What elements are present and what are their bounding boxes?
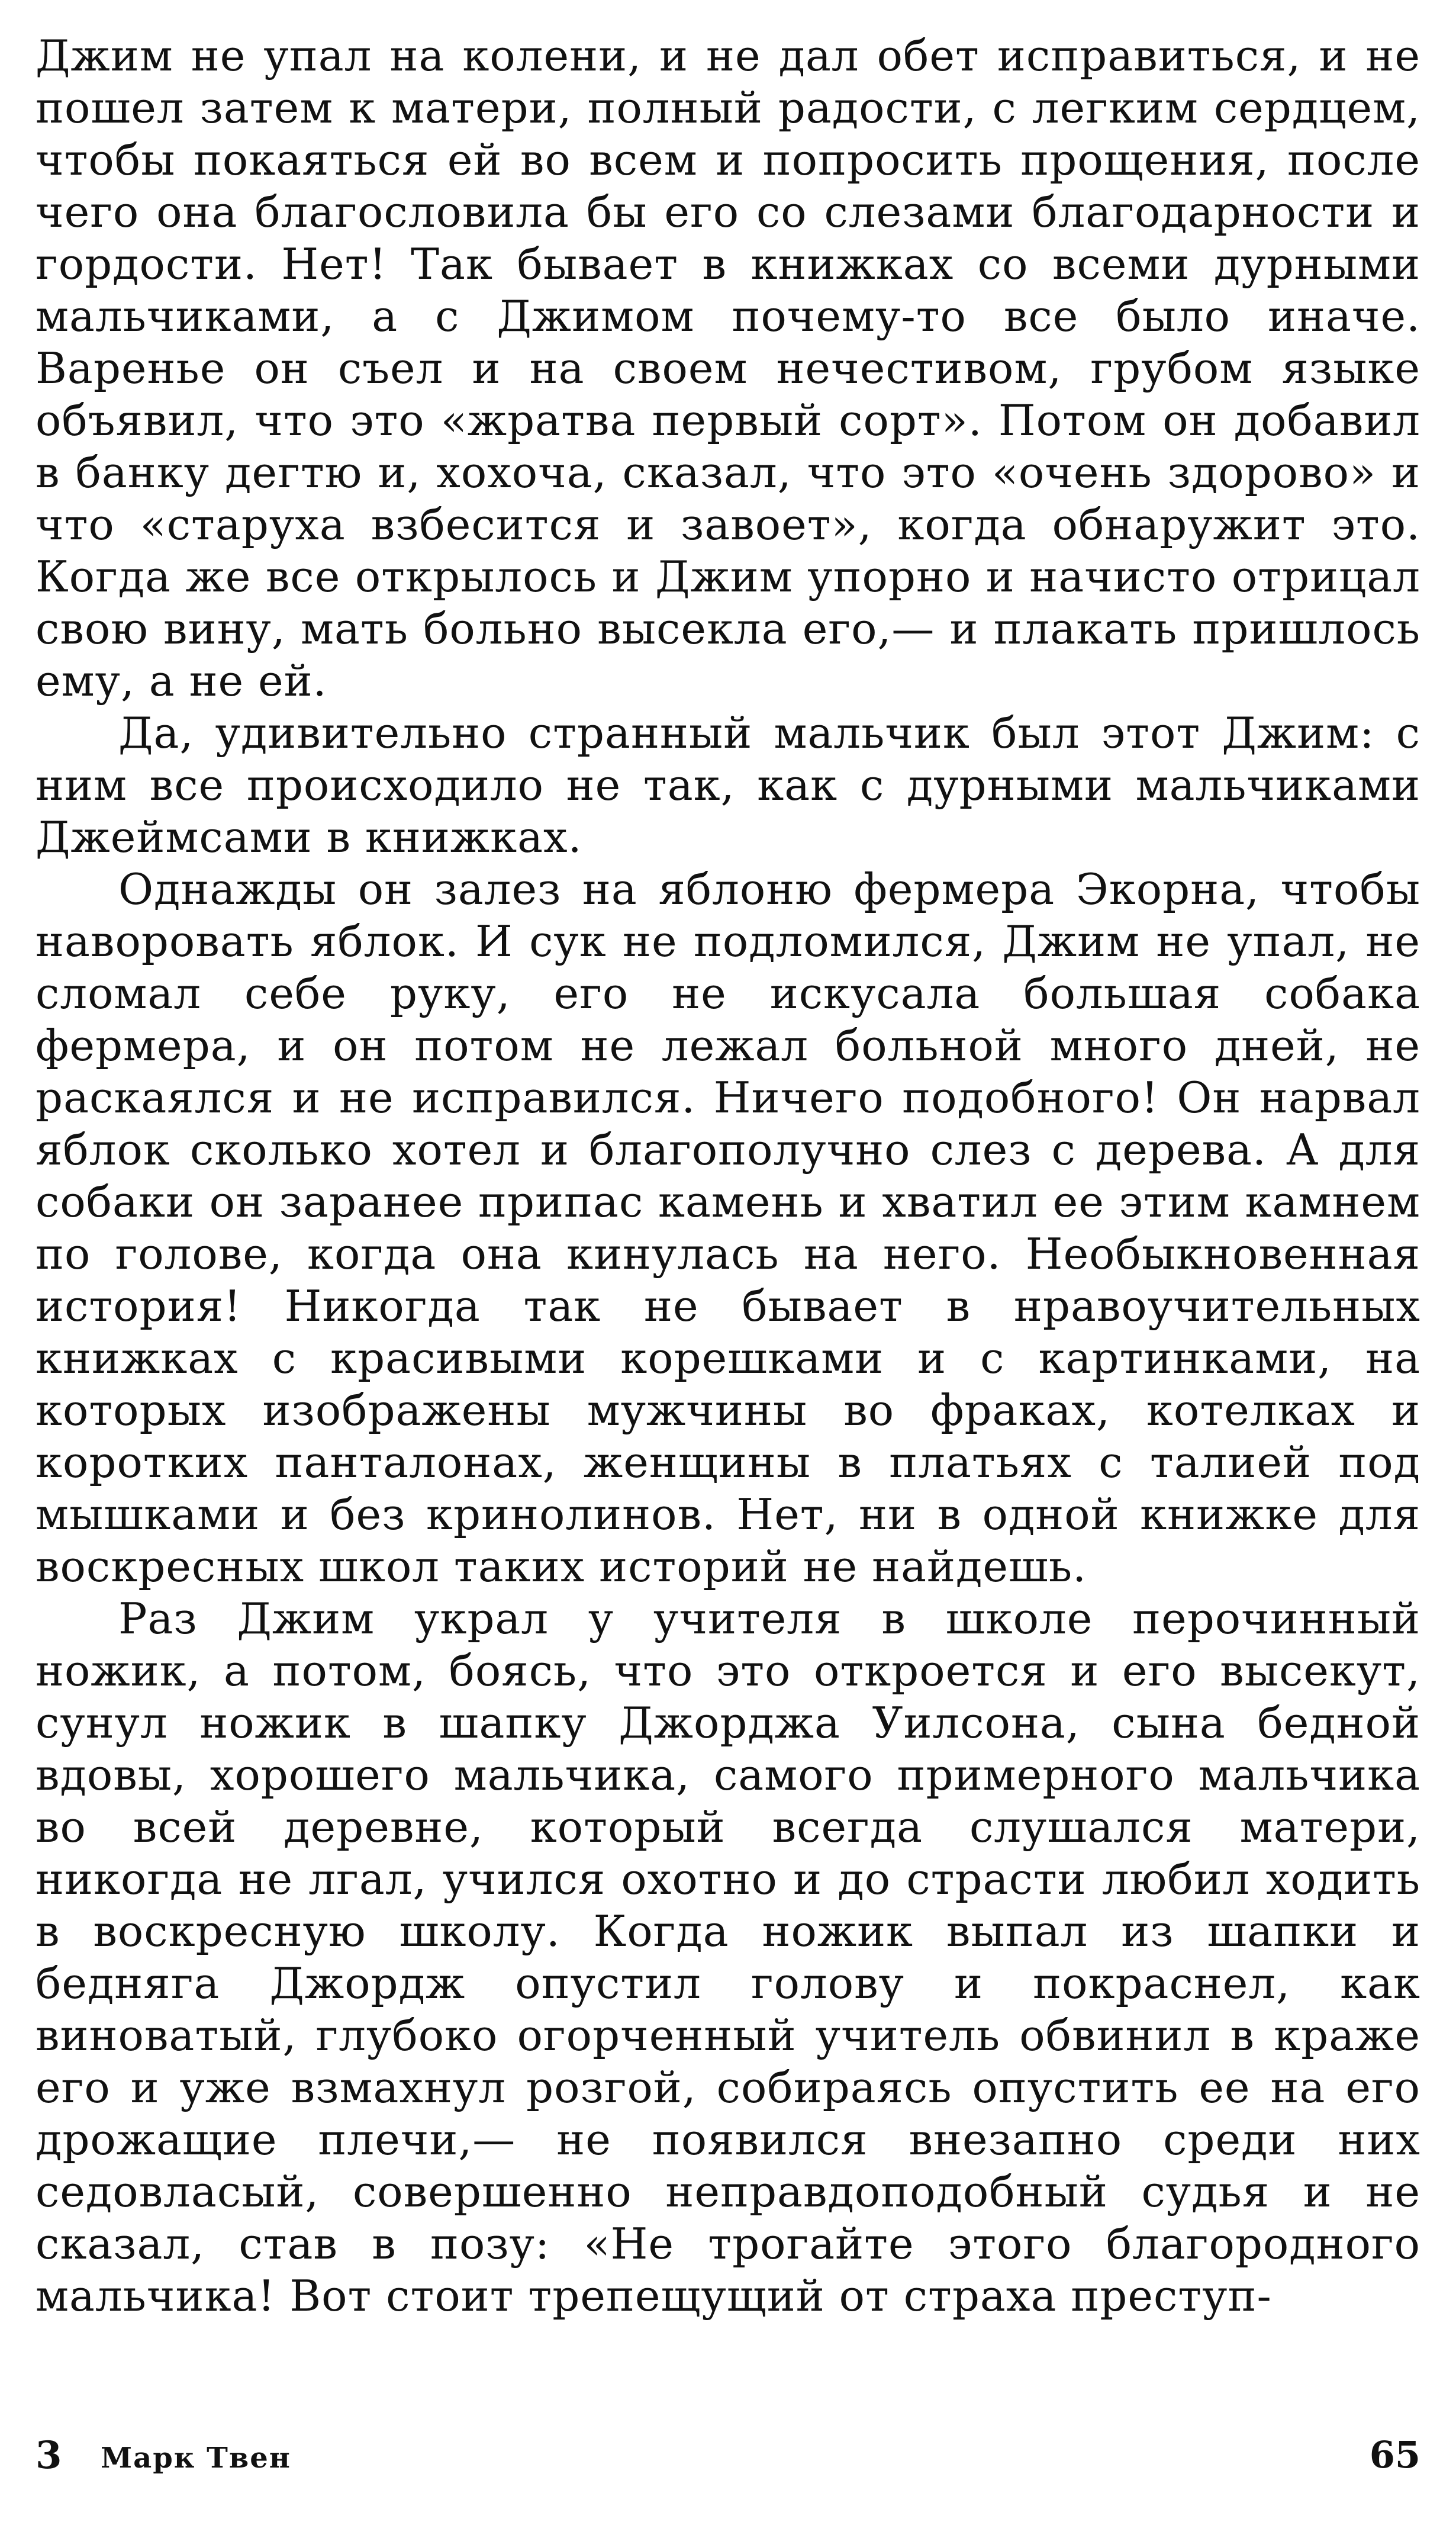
page-number: 65 [1369,2433,1420,2476]
paragraph-2: Да, удивительно странный мальчик был этот Джим: с ним все происходило не так, как с дурными мальчиками Джеймсами в книжках. [36,708,1420,862]
book-page [36,30,1420,2492]
author-running-head: Марк Твен [101,2441,291,2475]
paragraph-1: Джим не упал на колени, и не дал обет исправиться, и не пошел затем к матери, полный радости, с легким сердцем, чтобы покаяться ей во всем и попросить прощения, после чего она благословила бы его со слезами благодарности и гордости. Нет! Так бывает в книжках со всеми дурными мальчиками, а с Джимом почему-то все было иначе. Варенье он съел и на своем нечестивом, грубом языке объявил, что это «жратва первый сорт». Потом он добавил в банку дегтю и, хохоча, сказал, что это «очень здорово» и что «старуха взбесится и завоет», когда обнаружит это. Когда же все открылось и Джим упорно и начисто отрицал свою вину, мать больно высекла его,— и плакать пришлось ему, а не ей. [36,31,1420,706]
printer-signature-mark: 3 [36,2433,62,2478]
page-footer [36,2433,1420,2486]
paragraph-4: Раз Джим украл у учителя в школе перочинный ножик, а потом, боясь, что это откроется и его высекут, сунул ножик в шапку Джорджа Уилсона, сына бедной вдовы, хорошего мальчика, самого примерного мальчика во всей деревне, который всегда слушался матери, никогда не лгал, учился охотно и до страсти любил ходить в воскресную школу. Когда ножик выпал из шапки и бедняга Джордж опустил голову и покраснел, как виноватый, глубоко огорченный учитель обвинил в краже его и уже взмахнул розгой, собираясь опустить ее на его дрожащие плечи,— не появился внезапно среди них седовласый, совершенно неправдоподобный судья и не сказал, став в позу: «Не трогайте этого благородного мальчика! Вот стоит трепещущий от страха преступ- [36,1594,1420,2321]
body-text [36,30,1420,2322]
paragraph-3: Однажды он залез на яблоню фермера Экорна, чтобы наворовать яблок. И сук не подломился, Джим не упал, не сломал себе руку, его не искусала большая собака фермера, и он потом не лежал больной много дней, не раскаялся и не исправился. Ничего подобного! Он нарвал яблок сколько хотел и благополучно слез с дерева. А для собаки он заранее припас камень и хватил ее этим камнем по голове, когда она кинулась на него. Необыкновенная история! Никогда так не бывает в нравоучительных книжках с красивыми корешками и с картинками, на которых изображены мужчины во фраках, котелках и коротких панталонах, женщины в платьях с талией под мышками и без кринолинов. Нет, ни в одной книжке для воскресных школ таких историй не найдешь. [36,864,1420,1591]
